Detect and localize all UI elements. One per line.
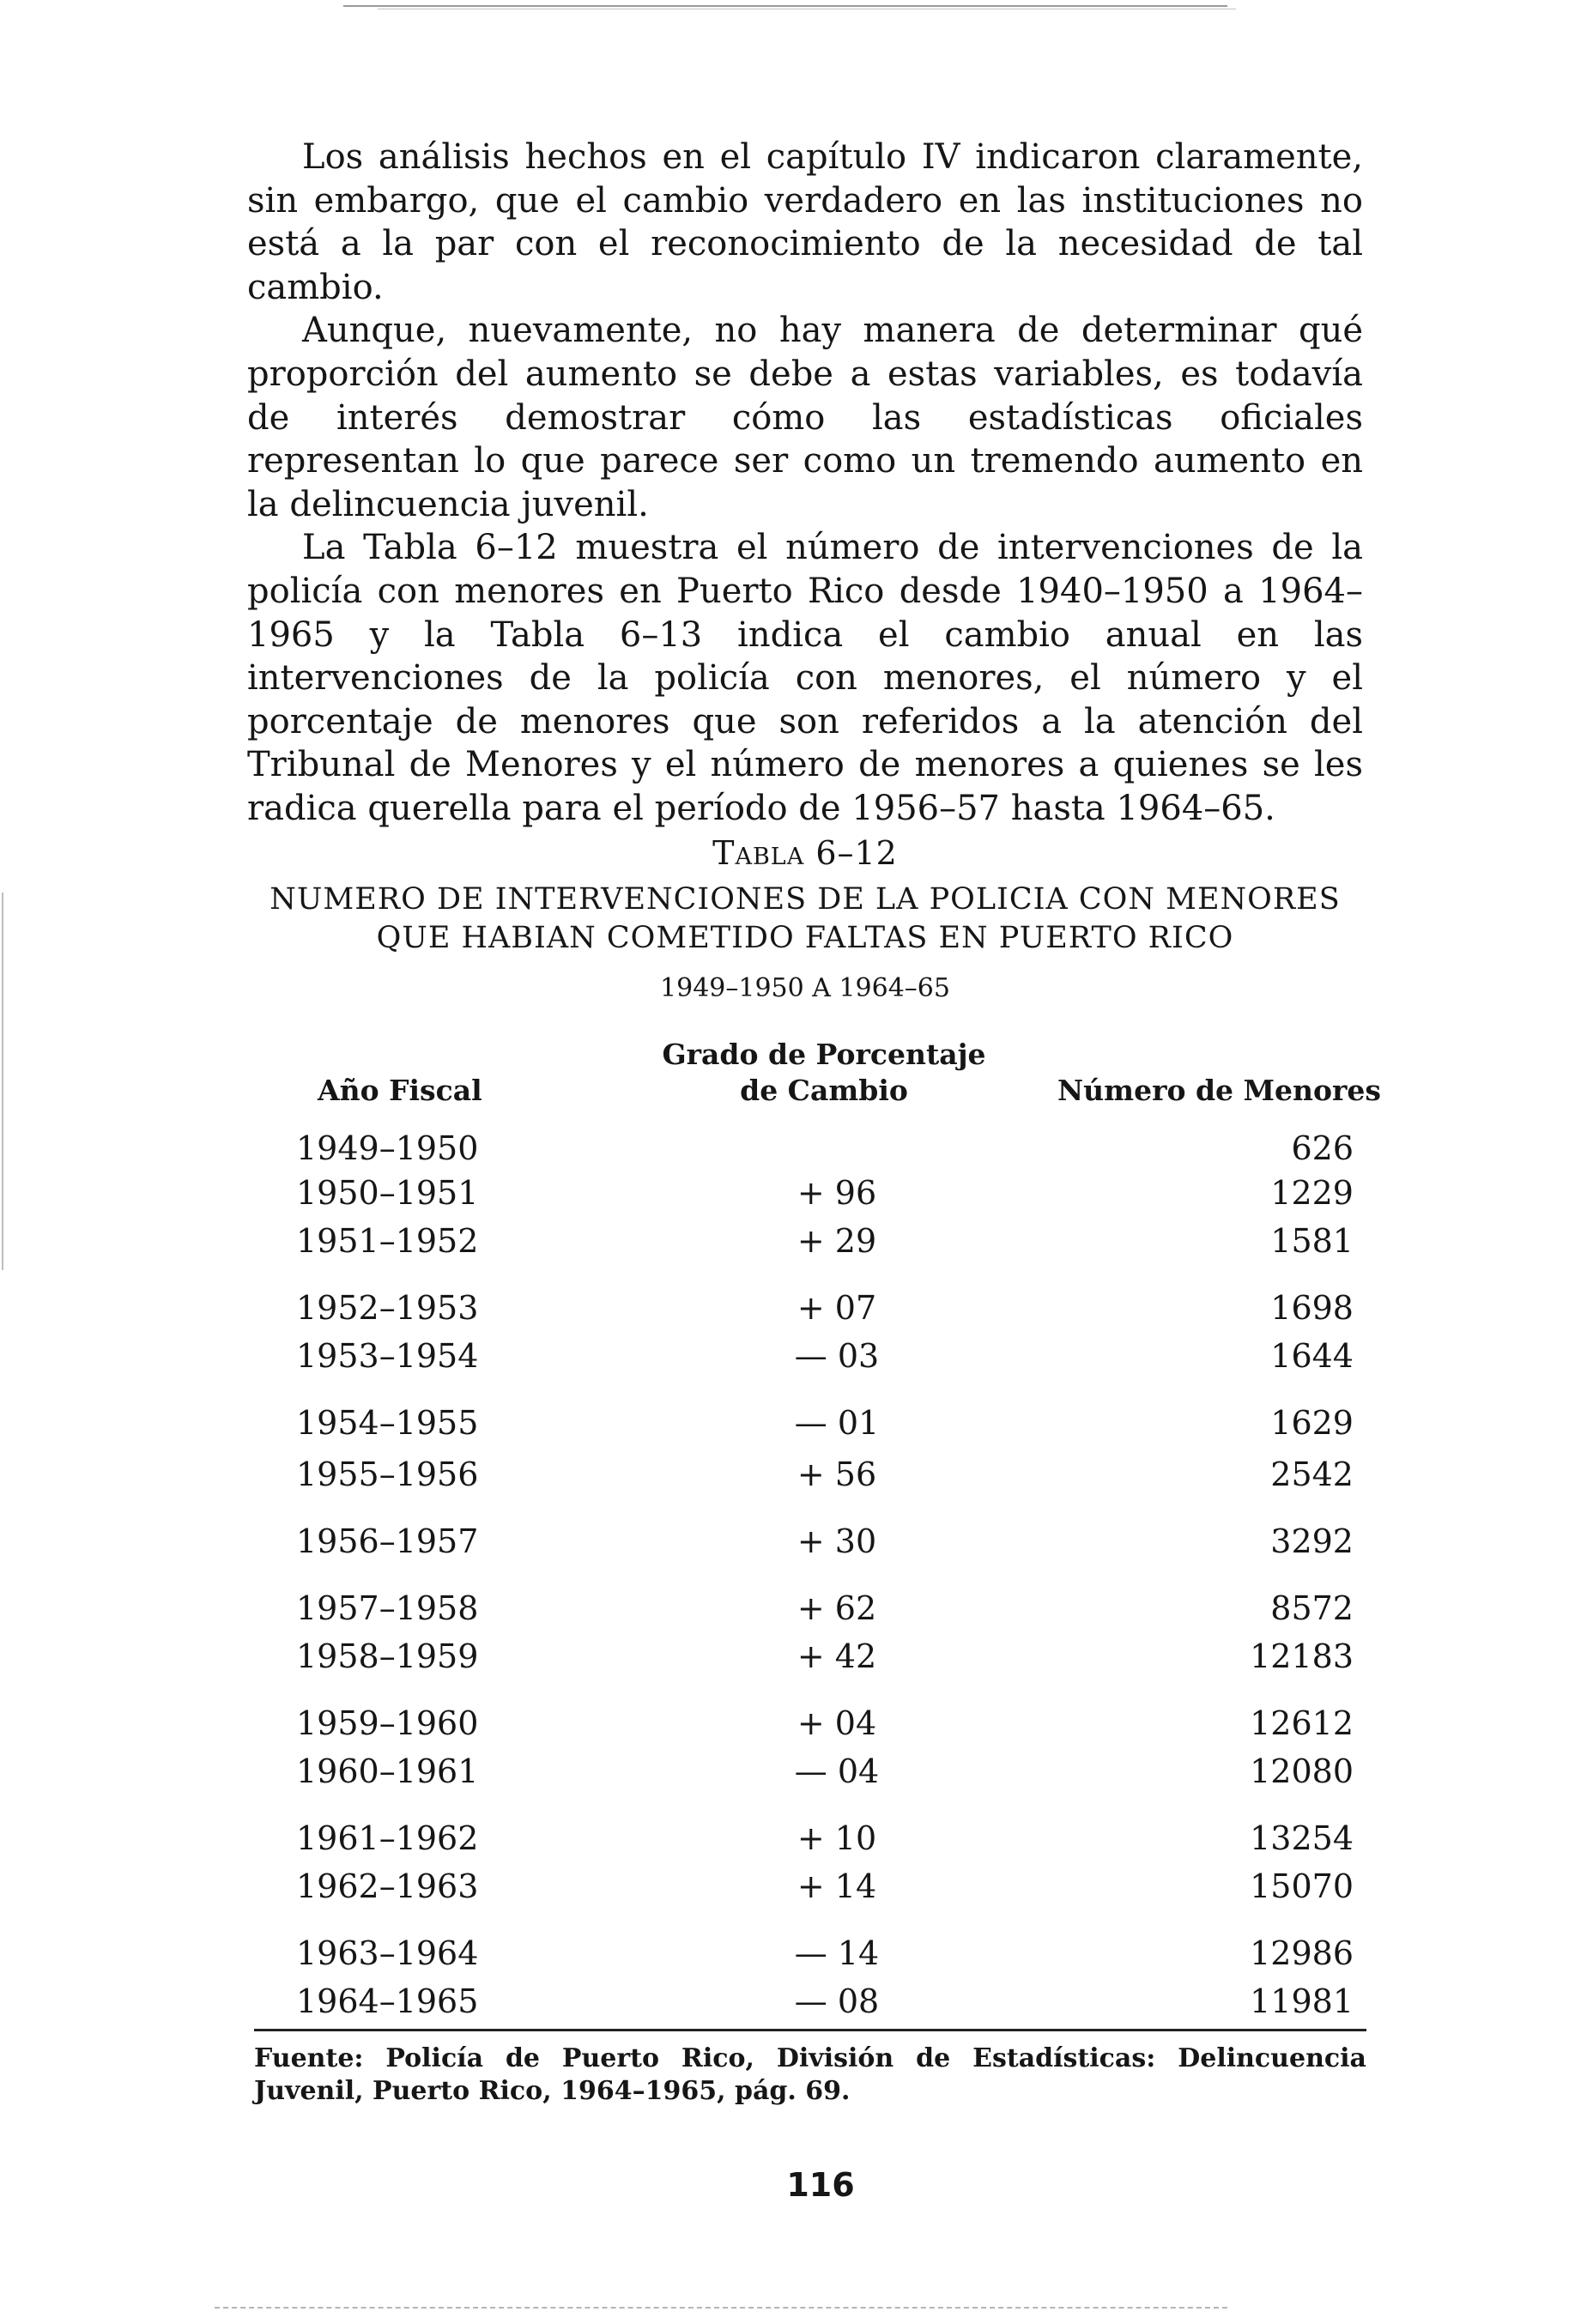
cell-year: 1960–1961	[296, 1752, 479, 1790]
column-header-change-line-2: de Cambio	[740, 1074, 908, 1107]
table-period: 1949–1950 A 1964–65	[660, 973, 950, 1003]
cell-year: 1961–1962	[296, 1819, 479, 1857]
cell-count: 3292	[1270, 1522, 1354, 1560]
cell-count: 11981	[1250, 1982, 1354, 2020]
paragraph-1: Los análisis hechos en el capítulo IV indicaron claramente, sin embargo, que el cambio verdadero en las instituciones no está a la par con el reconocimiento de la necesidad de tal cambio.	[247, 137, 1363, 307]
cell-count: 626	[1291, 1129, 1354, 1167]
cell-change: + 42	[797, 1637, 877, 1675]
cell-change: — 01	[794, 1404, 880, 1442]
cell-year: 1964–1965	[296, 1982, 479, 2020]
cell-change: + 30	[797, 1522, 877, 1560]
paragraph-3: La Tabla 6–12 muestra el número de intervenciones de la policía con menores en Puerto Rico desde 1940–1950 a 1964–1965 y la Tabla 6–13 indica el cambio anual en las intervenciones de la policía con menores, el número y el porcentaje de menores que son referidos a la atención del Tribunal de Menores y el número de menores a quienes se les radica querella para el período de 1956–57 hasta 1964–65.	[247, 528, 1363, 828]
cell-year: 1963–1964	[296, 1934, 479, 1972]
left-edge-mark	[2, 893, 3, 1270]
cell-count: 12183	[1250, 1637, 1354, 1675]
cell-count: 12986	[1250, 1934, 1354, 1972]
table-title-line-2: QUE HABIAN COMETIDO FALTAS EN PUERTO RICO	[376, 921, 1234, 955]
cell-change: + 96	[797, 1174, 877, 1212]
cell-change: + 62	[797, 1589, 877, 1627]
table-row	[296, 1174, 1369, 1215]
cell-year: 1950–1951	[296, 1174, 479, 1212]
column-header-change-line-1: Grado de Porcentaje	[662, 1038, 986, 1071]
cell-change: — 14	[794, 1934, 880, 1972]
cell-count: 1581	[1270, 1222, 1354, 1260]
cell-year: 1962–1963	[296, 1867, 479, 1905]
table-row	[296, 1819, 1369, 1861]
cell-year: 1958–1959	[296, 1637, 479, 1675]
cell-count: 2542	[1270, 1456, 1354, 1493]
table-row	[296, 1289, 1369, 1330]
cell-change: + 56	[797, 1456, 877, 1493]
cell-year: 1959–1960	[296, 1704, 479, 1742]
cell-count: 1229	[1270, 1174, 1354, 1212]
table-row	[296, 1867, 1369, 1909]
column-header-count: Número de Menores	[1057, 1074, 1382, 1107]
table-title	[247, 881, 1363, 958]
table-row	[296, 1522, 1369, 1564]
cell-count: 1644	[1270, 1337, 1354, 1375]
cell-count: 13254	[1250, 1819, 1354, 1857]
column-header-change	[635, 1037, 1013, 1109]
column-header-year: Año Fiscal	[318, 1074, 482, 1107]
cell-count: 12612	[1250, 1704, 1354, 1742]
table-row	[296, 1589, 1369, 1631]
table-row	[296, 1456, 1369, 1497]
cell-change: — 03	[794, 1337, 880, 1375]
cell-change: — 08	[794, 1982, 880, 2020]
table-row	[296, 1637, 1369, 1679]
cell-change: + 07	[797, 1289, 877, 1327]
cell-change: + 29	[797, 1222, 877, 1260]
table-row	[296, 1934, 1369, 1976]
top-edge-rule	[343, 5, 1227, 7]
table-title-line-1: NUMERO DE INTERVENCIONES DE LA POLICIA CON MENORES	[270, 882, 1341, 917]
table-source-note: Fuente: Policía de Puerto Rico, División de Estadísticas: Delincuencia Juvenil, Puerto Rico, 1964–1965, pág. 69.	[254, 2043, 1366, 2106]
cell-count: 15070	[1250, 1867, 1354, 1905]
cell-year: 1956–1957	[296, 1522, 479, 1560]
table-row	[296, 1222, 1369, 1263]
table-row	[296, 1337, 1369, 1378]
cell-year: 1957–1958	[296, 1589, 479, 1627]
cell-count: 1698	[1270, 1289, 1354, 1327]
cell-year: 1952–1953	[296, 1289, 479, 1327]
body-text	[247, 136, 1363, 831]
cell-year: 1955–1956	[296, 1456, 479, 1493]
table-row	[296, 1704, 1369, 1746]
cell-count: 12080	[1250, 1752, 1354, 1790]
cell-year: 1954–1955	[296, 1404, 479, 1442]
cell-change: + 04	[797, 1704, 877, 1742]
paragraph-2: Aunque, nuevamente, no hay manera de determinar qué proporción del aumento se debe a estas variables, es todavía de interés demostrar cómo las estadísticas oficiales representan lo que parece ser como un tremendo aumento en la delincuencia juvenil.	[247, 311, 1363, 524]
cell-year: 1949–1950	[296, 1129, 479, 1167]
cell-change: + 10	[797, 1819, 877, 1857]
table-row	[296, 1752, 1369, 1794]
cell-count: 8572	[1270, 1589, 1354, 1627]
cell-year: 1953–1954	[296, 1337, 479, 1375]
bottom-edge-rule	[215, 2307, 1227, 2309]
table-label: Tabla 6–12	[712, 834, 898, 872]
cell-count: 1629	[1270, 1404, 1354, 1442]
page-number: 116	[786, 2166, 855, 2204]
table-row	[296, 1982, 1369, 2024]
cell-change: + 14	[797, 1867, 877, 1905]
cell-change: — 04	[794, 1752, 880, 1790]
cell-year: 1951–1952	[296, 1222, 479, 1260]
table-bottom-rule	[254, 2029, 1366, 2031]
table-row	[296, 1404, 1369, 1445]
table-row	[296, 1129, 1369, 1171]
